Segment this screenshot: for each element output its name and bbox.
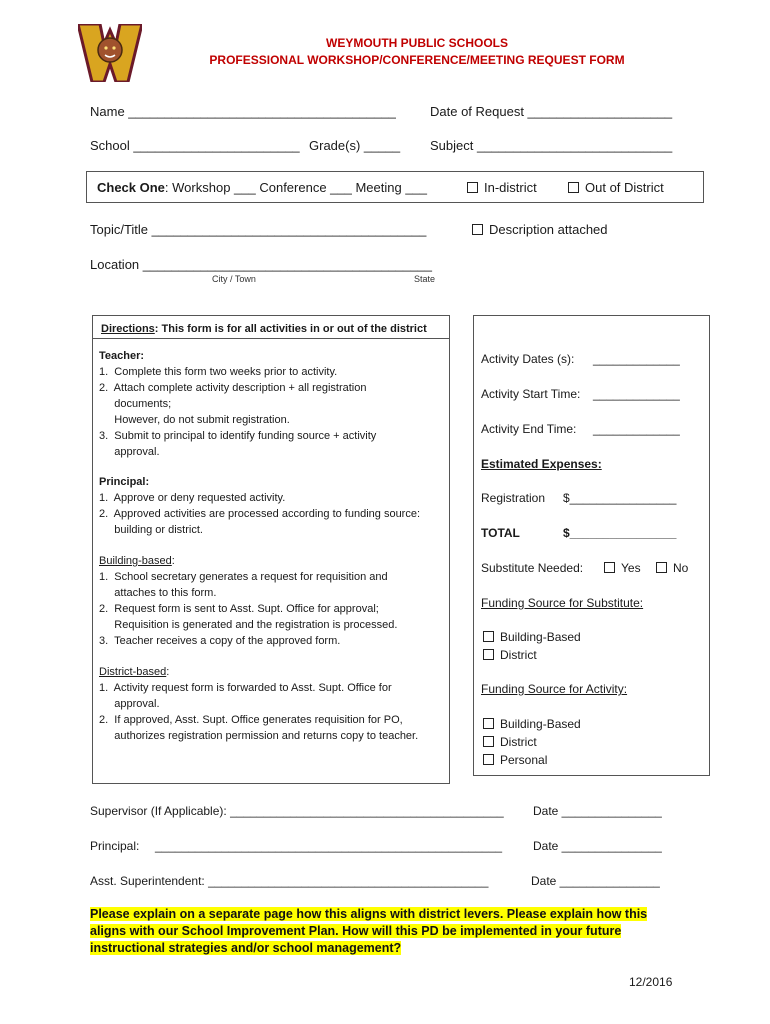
funding-activity-building-option[interactable]: Building-Based <box>483 717 581 731</box>
form-title: PROFESSIONAL WORKSHOP/CONFERENCE/MEETING REQUEST FORM <box>209 53 625 67</box>
checkbox-icon[interactable] <box>483 754 494 765</box>
supervisor-date-field[interactable]: Date _______________ <box>533 804 662 818</box>
activity-type-options: : Workshop ___ Conference ___ Meeting ___ <box>164 180 428 195</box>
supervisor-signature-field[interactable]: Supervisor (If Applicable): _________________________________________ <box>90 804 504 818</box>
district-based-steps: 1. Activity request form is forwarded to Asst. Supt. Office for approval. 2. If approved, Asst. Supt. Office generates requisition for PO, authorizes registration permission and returns copy to teacher. <box>99 682 419 742</box>
principal-heading: Principal: <box>99 476 150 488</box>
activity-type-row[interactable] <box>97 180 427 195</box>
checkbox-icon[interactable] <box>604 562 615 573</box>
teacher-steps: 1. Complete this form two weeks prior to activity. 2. Attach complete activity description + all registration documents; However, do not submit registration. 3. Submit to principal to identify funding source + activity approval. <box>99 366 377 458</box>
principal-steps: 1. Approve or deny requested activity. 2. Approved activities are processed according to funding source: building or district. <box>99 492 421 536</box>
activity-box <box>473 315 710 776</box>
directions-box <box>92 315 450 784</box>
funding-activity-district-option[interactable]: District <box>483 735 537 749</box>
alignment-instructions: Please explain on a separate page how this aligns with district levers. Please explain how this aligns with our School Improvement Plan. How will this PD be implemented in your future instructional strategies and/or school management? <box>90 907 648 955</box>
activity-dates-field[interactable]: _____________ <box>593 352 680 366</box>
activity-start-field[interactable]: _____________ <box>593 387 680 401</box>
checkbox-icon[interactable] <box>472 224 483 235</box>
asst-superintendent-signature-field[interactable]: Asst. Superintendent: __________________________________________ <box>90 874 489 888</box>
school-field[interactable]: School _______________________ <box>90 138 300 153</box>
funding-substitute-heading: Funding Source for Substitute: <box>481 596 644 610</box>
principal-label: Principal: <box>90 839 140 853</box>
grades-field[interactable]: Grade(s) _____ <box>309 138 401 153</box>
state-caption: State <box>414 274 436 284</box>
out-of-district-option[interactable]: Out of District <box>568 180 664 195</box>
directions-heading: Directions: This form is for all activities in or out of the district <box>101 323 427 335</box>
check-one-label: Check One <box>97 180 165 195</box>
funding-activity-personal-option[interactable]: Personal <box>483 753 547 767</box>
checkbox-icon[interactable] <box>483 649 494 660</box>
checkbox-icon[interactable] <box>568 182 579 193</box>
description-attached-option[interactable]: Description attached <box>472 222 608 237</box>
building-based-heading: Building-based: <box>99 555 175 567</box>
principal-signature-field[interactable]: ____________________________________________________ <box>155 839 503 853</box>
checkbox-icon[interactable] <box>483 736 494 747</box>
registration-label: Registration <box>481 491 546 505</box>
revision-date: 12/2016 <box>629 975 673 989</box>
registration-field[interactable]: $________________ <box>563 491 677 505</box>
activity-end-label: Activity End Time: <box>481 422 577 436</box>
checkbox-icon[interactable] <box>483 631 494 642</box>
school-name: WEYMOUTH PUBLIC SCHOOLS <box>326 36 508 50</box>
subject-field[interactable]: Subject ___________________________ <box>430 138 673 153</box>
substitute-no-option[interactable]: No <box>656 561 688 575</box>
activity-dates-label: Activity Dates (s): <box>481 352 575 366</box>
funding-substitute-district-option[interactable]: District <box>483 648 537 662</box>
city-caption: City / Town <box>212 274 256 284</box>
in-district-option[interactable]: In-district <box>467 180 537 195</box>
asst-superintendent-date-field[interactable]: Date _______________ <box>531 874 660 888</box>
total-field[interactable]: $________________ <box>563 526 677 540</box>
teacher-heading: Teacher: <box>99 350 145 362</box>
checkbox-icon[interactable] <box>467 182 478 193</box>
principal-date-field[interactable]: Date _______________ <box>533 839 662 853</box>
location-field[interactable]: Location ________________________________________ <box>90 257 432 272</box>
checkbox-icon[interactable] <box>656 562 667 573</box>
checkbox-icon[interactable] <box>483 718 494 729</box>
activity-end-field[interactable]: _____________ <box>593 422 680 436</box>
date-of-request-field[interactable]: Date of Request ____________________ <box>430 104 673 119</box>
district-based-heading: District-based: <box>99 666 170 678</box>
activity-start-label: Activity Start Time: <box>481 387 581 401</box>
building-based-steps: 1. School secretary generates a request for requisition and attaches to this form. 2. Request form is sent to Asst. Supt. Office for approval; Requisition is generated and the registration is processed. 3. Teacher receives a copy of the approved form. <box>99 571 398 647</box>
total-label: TOTAL <box>481 526 520 540</box>
check-one-box <box>86 171 704 203</box>
substitute-needed-label: Substitute Needed: <box>481 561 584 575</box>
funding-substitute-building-option[interactable]: Building-Based <box>483 630 581 644</box>
topic-field[interactable]: Topic/Title ______________________________________ <box>90 222 427 237</box>
funding-activity-heading: Funding Source for Activity: <box>481 682 628 696</box>
name-field[interactable]: Name _____________________________________ <box>90 104 396 119</box>
estimated-expenses-heading: Estimated Expenses: <box>481 457 602 471</box>
substitute-yes-option[interactable]: Yes <box>604 561 641 575</box>
